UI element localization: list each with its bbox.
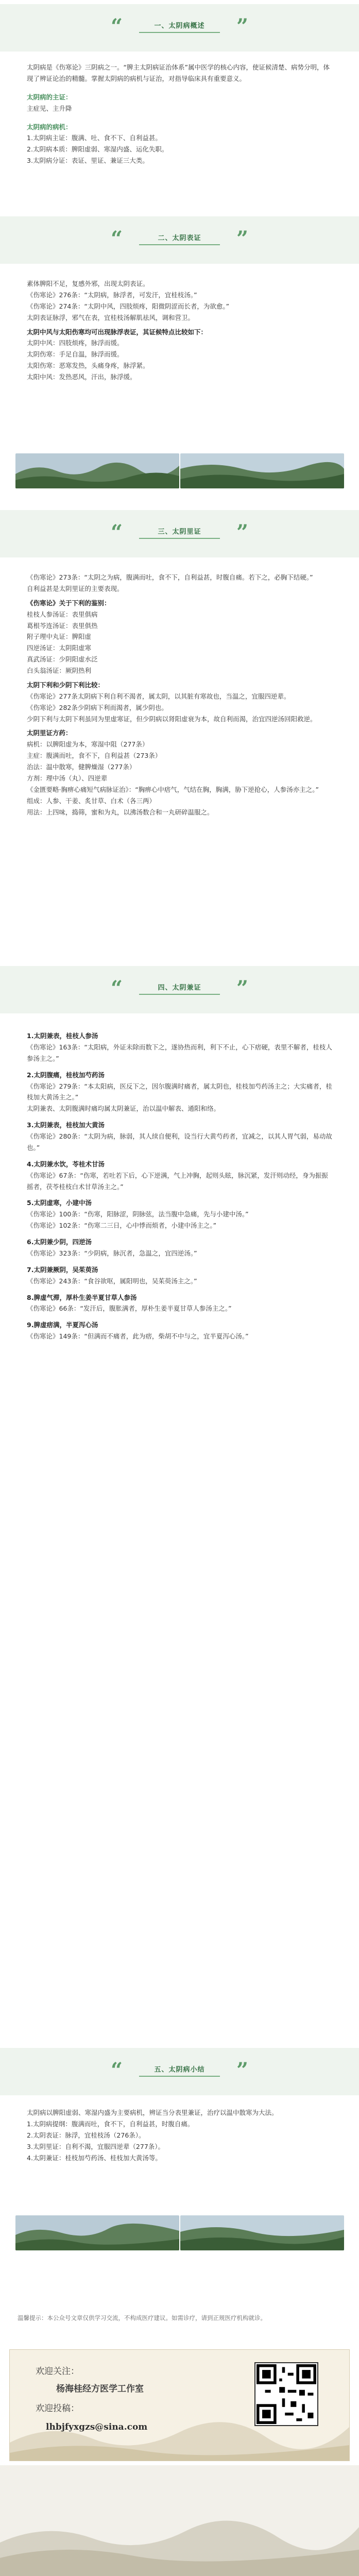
list-item: 3.太阴病分证：表证、里证、兼证三大类。	[27, 157, 149, 165]
list-item: 治法：温中散寒，健脾燥湿（277条）	[27, 763, 136, 771]
title-underline	[139, 244, 220, 245]
section-heading-2	[0, 216, 359, 264]
disclaimer: 温馨提示：本公众号文章仅供学习交流，不构成医疗建议。如需诊疗，请到正规医疗机构就诊。	[18, 2314, 266, 2321]
paragraph: 《伤寒论》163条：“太阳病，外证未除而数下之，遂协热而利，利下不止，心下痞硬，表里不解者，桂枝人参汤主之。”	[27, 1043, 332, 1062]
title-underline	[139, 2076, 220, 2077]
section-heading-3	[0, 510, 359, 557]
list-item: 真武汤证：少阴阳虚水泛	[27, 655, 98, 664]
subheading: 《伤寒论》关于下利的鉴别：	[27, 599, 111, 607]
subheading: 太阴中风与太阳伤寒均可出现脉浮表证，其证候特点比较如下：	[27, 328, 208, 336]
paragraph: 《伤寒论》243条：“食谷欲呕，属阳明也，吴茱萸汤主之。”	[27, 1277, 197, 1285]
list-item: 桂枝人参汤证：表里俱病	[27, 610, 98, 618]
section-title: 五、太阴病小结	[154, 2066, 205, 2074]
mountain-photo	[15, 453, 179, 488]
paragraph: 《伤寒论》67条：“伤寒，若吐若下后，心下逆满，气上冲胸，起则头眩，脉沉紧，发汗则动经，身为振振摇者，茯苓桂枝白术甘草汤主之。”	[27, 1171, 328, 1191]
submit-label: 欢迎投稿：	[36, 2403, 79, 2414]
paragraph: 太阴病以脾阳虚弱、寒湿内盛为主要病机，辨证当分表里兼证，治疗以温中散寒为大法。	[27, 2109, 278, 2116]
list-item: 4.太阴兼证：桂枝加芍药汤、桂枝加大黄汤等。	[27, 2154, 162, 2162]
list-item: 1.太阴病提纲：腹满而吐，食不下，自利益甚，时腹自痛。	[27, 2120, 194, 2128]
section-4-body	[27, 1030, 332, 1342]
paragraph: 《伤寒论》277条太阴病下利自利不渴者，属太阴，以其脏有寒故也，当温之，宜服四逆辈。	[27, 692, 290, 700]
paragraph: 素体脾阳不足，复感外邪，出现太阴表证。	[27, 280, 149, 287]
paragraph: 《伤寒论》280条：“太阴为病，脉弱，其人续自便利，设当行大黄芍药者，宜减之，以其人胃气弱，易动故也。”	[27, 1132, 332, 1151]
paragraph: 太阴表证脉浮，邪气在表，宜桂枝汤解肌祛风，调和营卫。	[27, 313, 195, 321]
title-underline	[139, 32, 220, 33]
section-title: 二、太阴表证	[158, 234, 201, 242]
submit-email[interactable]: lhbjfyxgzs@sina.com	[46, 2422, 148, 2432]
subheading: 8.脾虚气滞，厚朴生姜半夏甘草人参汤	[27, 1293, 137, 1301]
paragraph: 《伤寒论》274条：“太阴中风，四肢烦疼，阳微阴涩而长者，为欲愈。”	[27, 302, 230, 310]
section-title: 一、太阴病概述	[154, 22, 205, 30]
mountain-photo	[180, 453, 344, 488]
quote-mark-left-icon: “	[111, 14, 123, 39]
subheading: 太阴里证方药：	[27, 729, 72, 737]
quote-mark-right-icon: ”	[236, 227, 248, 251]
paragraph: 《伤寒论》282条少阴病下利而渴者，属少阴也。	[27, 703, 168, 711]
quote-mark-right-icon: ”	[236, 520, 248, 545]
quote-mark-right-icon: ”	[236, 2058, 248, 2082]
studio-name: 杨海桂经方医学工作室	[56, 2384, 144, 2394]
section-1-body	[27, 62, 332, 166]
paragraph: 主症见、主升降	[27, 104, 72, 112]
subheading: 1.太阴兼表，桂枝人参汤	[27, 1032, 98, 1040]
section-heading-4	[0, 966, 359, 1013]
subheading: 太阴下利和少阴下利比较：	[27, 681, 105, 689]
list-item: 病机：以脾阳虚为本，寒湿中阻（277条）	[27, 740, 149, 749]
paragraph: 《伤寒论》149条：“但满而不痛者，此为痞，柴胡不中与之，宜半夏泻心汤。”	[27, 1332, 249, 1341]
list-item: 太阴伤寒：手足自温，脉浮而缓。	[27, 350, 124, 359]
subheading: 太阴病的主证：	[27, 93, 72, 101]
quote-mark-right-icon: ”	[236, 976, 248, 1001]
subheading: 3.太阴兼表，桂枝加大黄汤	[27, 1121, 105, 1129]
list-item: 四逆汤证：太阴阳虚寒	[27, 644, 92, 652]
list-item: 用法：上四味，捣筛，蜜和为丸，以沸汤数合和一丸研碎温服之。	[27, 808, 214, 816]
list-item: 太阳伤寒：恶寒发热，头痛身疼，脉浮紧。	[27, 362, 149, 370]
list-item: 主症：腹满而吐，食不下，自利益甚（273条）	[27, 752, 162, 760]
quote-mark-left-icon: “	[111, 520, 123, 545]
list-item: 方剂：理中汤（丸）、四逆辈	[27, 774, 108, 782]
section-3-body	[27, 572, 332, 818]
paragraph: 《伤寒论》276条：“太阴病，脉浮者，可发汗，宜桂枝汤。”	[27, 291, 197, 299]
paragraph: 《伤寒论》100条：“伤寒，阳脉涩，阴脉弦，法当腹中急痛，先与小建中汤。”	[27, 1210, 249, 1218]
subheading: 4.太阴兼水饮，苓桂术甘汤	[27, 1160, 105, 1168]
list-item: 太阳中风：发热恶风，汗出，脉浮缓。	[27, 373, 136, 381]
paragraph: 太阴病是《伤寒论》三阴病之一。“脾主太阴病证治体系”属中医学的核心内容，使证候清楚、病势分明，体现了辨证论治的精髓。掌握太阴病的病机与证治，对指导临床具有重要意义。	[27, 63, 330, 82]
quote-mark-left-icon: “	[111, 2058, 123, 2082]
title-underline	[139, 994, 220, 995]
list-item: 2.太阴病本质：脾阳虚弱、寒湿内盛、运化失职。	[27, 145, 168, 154]
section-title: 四、太阴兼证	[158, 984, 201, 992]
subheading: 7.太阴兼厥阴，吴茱萸汤	[27, 1265, 98, 1274]
qr-code-icon[interactable]	[254, 2362, 318, 2426]
section-heading-5	[0, 2048, 359, 2095]
subheading: 9.脾虚痞满，半夏泻心汤	[27, 1321, 98, 1329]
list-item: 3.太阴里证：自利不渴，宜服四逆辈（277条）。	[27, 2142, 165, 2150]
mountain-photo	[180, 2215, 344, 2250]
list-item: 附子理中丸证：脾阳虚	[27, 633, 92, 641]
section-2-body	[27, 278, 332, 383]
subheading: 5.太阴虚寒，小建中汤	[27, 1199, 92, 1207]
paragraph: 太阴兼表、太阴腹满时痛均属太阴兼证，治以温中解表、通阳和络。	[27, 1105, 220, 1113]
bottom-decoration	[0, 2465, 359, 2576]
footer-card	[9, 2349, 350, 2461]
paragraph: 《伤寒论》273条：“太阴之为病，腹满而吐，食不下，自利益甚，时腹自痛。若下之，必胸下结硬。”	[27, 573, 313, 581]
quote-mark-left-icon: “	[111, 227, 123, 251]
paragraph: 《伤寒论》323条：“少阴病，脉沉者，急温之，宜四逆汤。”	[27, 1249, 197, 1257]
list-item: 白头翁汤证：厥阴热利	[27, 667, 92, 674]
paragraph: 《伤寒论》279条：“本太阳病，医反下之，因尔腹满时痛者，属太阴也，桂枝加芍药汤主之；大实痛者，桂枝加大黄汤主之。”	[27, 1082, 332, 1101]
paragraph: 《金匮要略·胸痹心痛短气病脉证治》：“胸痹心中痞气，气结在胸，胸满，胁下逆抢心，人参汤亦主之。”	[27, 785, 319, 793]
paragraph: 《伤寒论》102条：“伤寒二三日，心中悸而烦者，小建中汤主之。”	[27, 1222, 217, 1230]
list-item: 组成：人参、干姜、炙甘草、白术（各三两）	[27, 796, 156, 805]
section-5-body	[27, 2107, 332, 2163]
section-heading-1	[0, 4, 359, 52]
subheading: 6.太阴兼少阴，四逆汤	[27, 1238, 92, 1246]
list-item: 2.太阴表证：脉浮，宜桂枝汤（276条）。	[27, 2131, 145, 2139]
paragraph: 自利益甚是太阴里证的主要表现。	[27, 584, 124, 592]
quote-mark-right-icon: ”	[236, 14, 248, 39]
follow-label: 欢迎关注：	[36, 2366, 79, 2377]
subheading: 太阴病的病机：	[27, 123, 72, 131]
list-item: 1.太阴病主证：腹满、吐、食不下、自利益甚。	[27, 134, 162, 142]
paragraph: 《伤寒论》66条：“发汗后，腹胀满者，厚朴生姜半夏甘草人参汤主之。”	[27, 1304, 232, 1313]
paragraph: 少阴下利与太阴下利虽同为里虚寒证，但少阴病以肾阳虚衰为本，故自利而渴，治宜四逆汤回阳救逆。	[27, 715, 317, 723]
subheading: 2.太阴腹痛，桂枝加芍药汤	[27, 1071, 105, 1079]
mountain-photo	[15, 2215, 179, 2250]
title-underline	[139, 538, 220, 539]
list-item: 太阴中风：四肢烦疼，脉浮而缓。	[27, 339, 124, 347]
section-title: 三、太阴里证	[158, 528, 201, 536]
quote-mark-left-icon: “	[111, 976, 123, 1001]
list-item: 葛根芩连汤证：表里俱热	[27, 621, 98, 630]
